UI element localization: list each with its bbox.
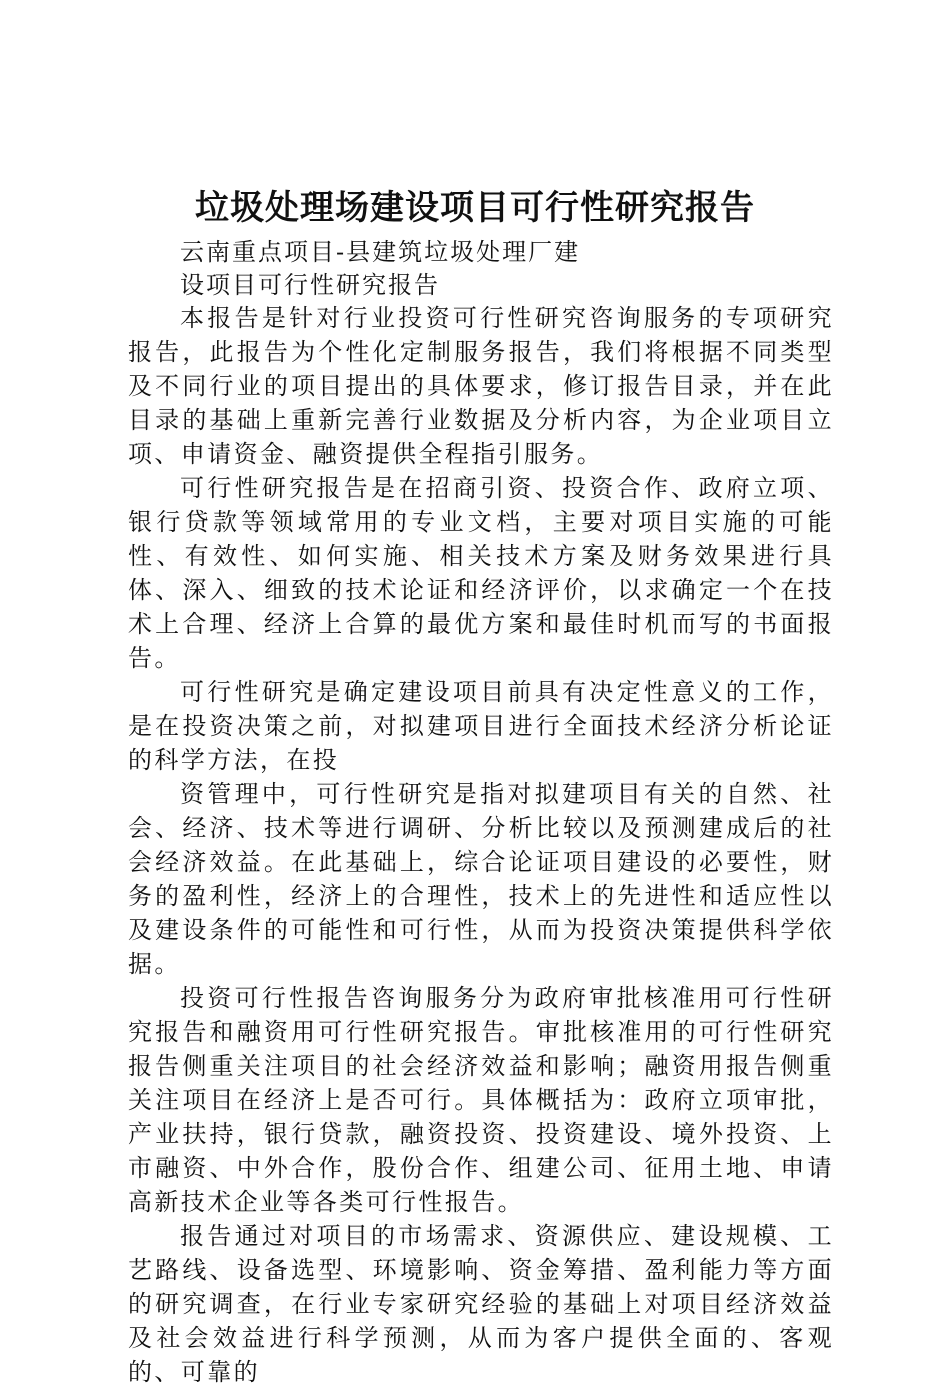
paragraph: 资管理中，可行性研究是指对拟建项目有关的自然、社会、经济、技术等进行调研、分析比较以及预测建成后的社会经济效益。在此基础上，综合论证项目建设的必要性，财务的盈利性，经济上的合理性，技术上的先进性和适应性以及建设条件的可能性和可行性，从而为投资决策提供科学依据。 [128, 780, 834, 978]
subtitle-line: 云南重点项目-县建筑垃圾处理厂建 [180, 238, 581, 266]
document-body [128, 236, 834, 1389]
paragraph: 可行性研究报告是在招商引资、投资合作、政府立项、银行贷款等领域常用的专业文档，主要对项目实施的可能性、有效性、如何实施、相关技术方案及财务效果进行具体、深入、细致的技术论证和经济评价，以求确定一个在技术上合理、经济上合算的最优方案和最佳时机而写的书面报告。 [128, 474, 834, 672]
subtitle-line: 设项目可行性研究报告 [180, 270, 440, 299]
paragraph: 投资可行性报告咨询服务分为政府审批核准用可行性研究报告和融资用可行性研究报告。审批核准用的可行性研究报告侧重关注项目的社会经济效益和影响；融资用报告侧重关注项目在经济上是否可行。具体概括为：政府立项审批，产业扶持，银行贷款，融资投资、投资建设、境外投资、上市融资、中外合作，股份合作、组建公司、征用土地、申请高新技术企业等各类可行性报告。 [128, 984, 834, 1216]
paragraph: 可行性研究是确定建设项目前具有决定性意义的工作，是在投资决策之前，对拟建项目进行全面技术经济分析论证的科学方法，在投 [128, 678, 834, 774]
document-title: 垃圾处理场建设项目可行性研究报告 [195, 188, 755, 228]
paragraph: 本报告是针对行业投资可行性研究咨询服务的专项研究报告，此报告为个性化定制服务报告，我们将根据不同类型及不同行业的项目提出的具体要求，修订报告目录，并在此目录的基础上重新完善行业数据及分析内容，为企业项目立项、申请资金、融资提供全程指引服务。 [128, 304, 834, 468]
paragraph: 报告通过对项目的市场需求、资源供应、建设规模、工艺路线、设备选型、环境影响、资金筹措、盈利能力等方面的研究调查，在行业专家研究经验的基础上对项目经济效益及社会效益进行科学预测，从而为客户提供全面的、客观的、可靠的 [128, 1222, 834, 1386]
